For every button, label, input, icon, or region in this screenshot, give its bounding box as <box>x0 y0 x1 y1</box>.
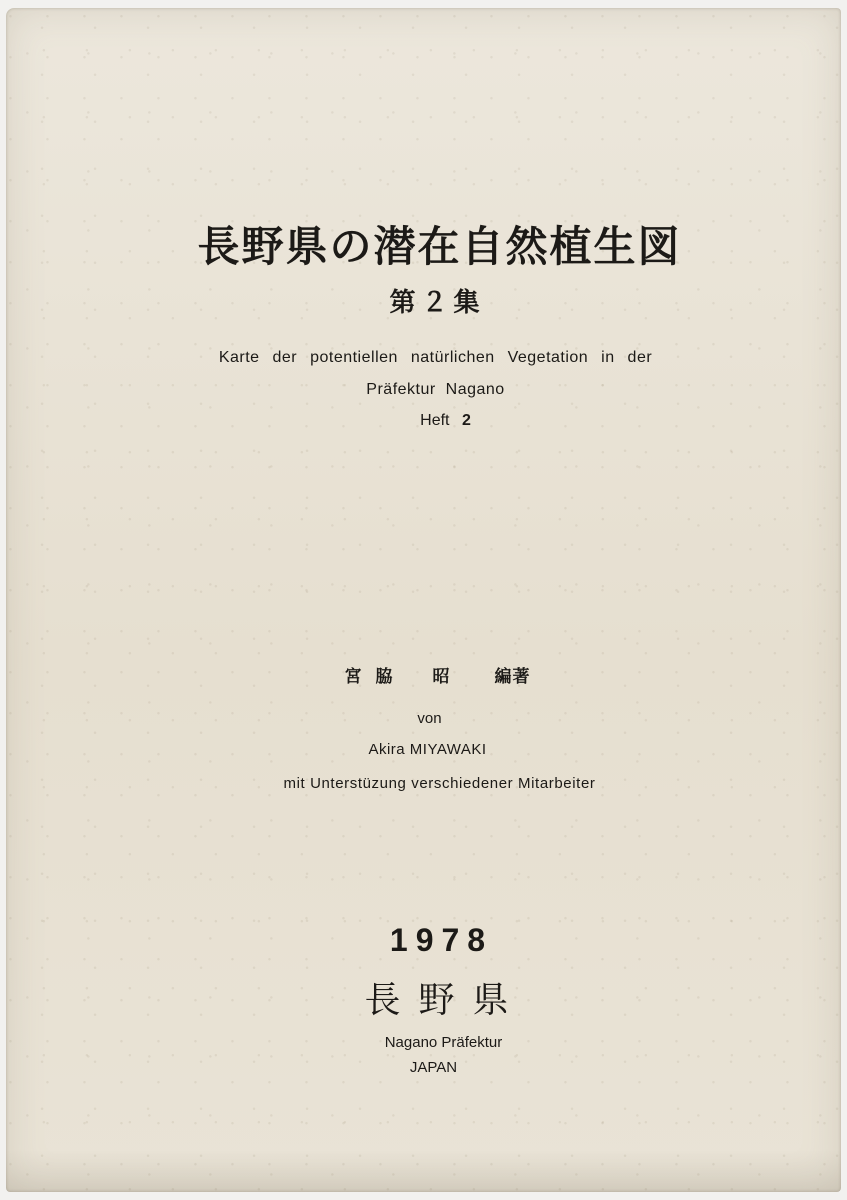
editor-label-jp: 編著 <box>494 667 531 687</box>
heft-line <box>22 412 847 430</box>
publication-year: 1978 <box>389 922 494 958</box>
author-name-latin: Akira MIYAWAKI <box>368 741 487 758</box>
von-label: von <box>417 710 442 727</box>
collaborators-line: mit Unterstüzung verschiedener Mitarbeiter <box>283 775 596 792</box>
publisher-japanese: 長野県 <box>364 980 527 1021</box>
title-german-line1: Karte der potentiellen natürlichen Vegetation in der <box>218 349 653 366</box>
country-label: JAPAN <box>409 1059 458 1076</box>
heft-number: 2 <box>461 412 471 429</box>
cover-bottom-shadow <box>6 1150 841 1192</box>
title-german-line2: Präfektur Nagano <box>366 381 505 398</box>
publisher-german: Nagano Präfektur <box>384 1034 503 1051</box>
author-japanese <box>14 662 847 687</box>
author-surname-jp: 宮脇 <box>344 667 407 687</box>
volume-japanese: 第２集 <box>389 288 486 318</box>
author-given-jp: 昭 <box>432 667 451 687</box>
title-japanese: 長野県の潜在自然植生図 <box>197 222 682 271</box>
heft-label: Heft <box>420 412 450 429</box>
